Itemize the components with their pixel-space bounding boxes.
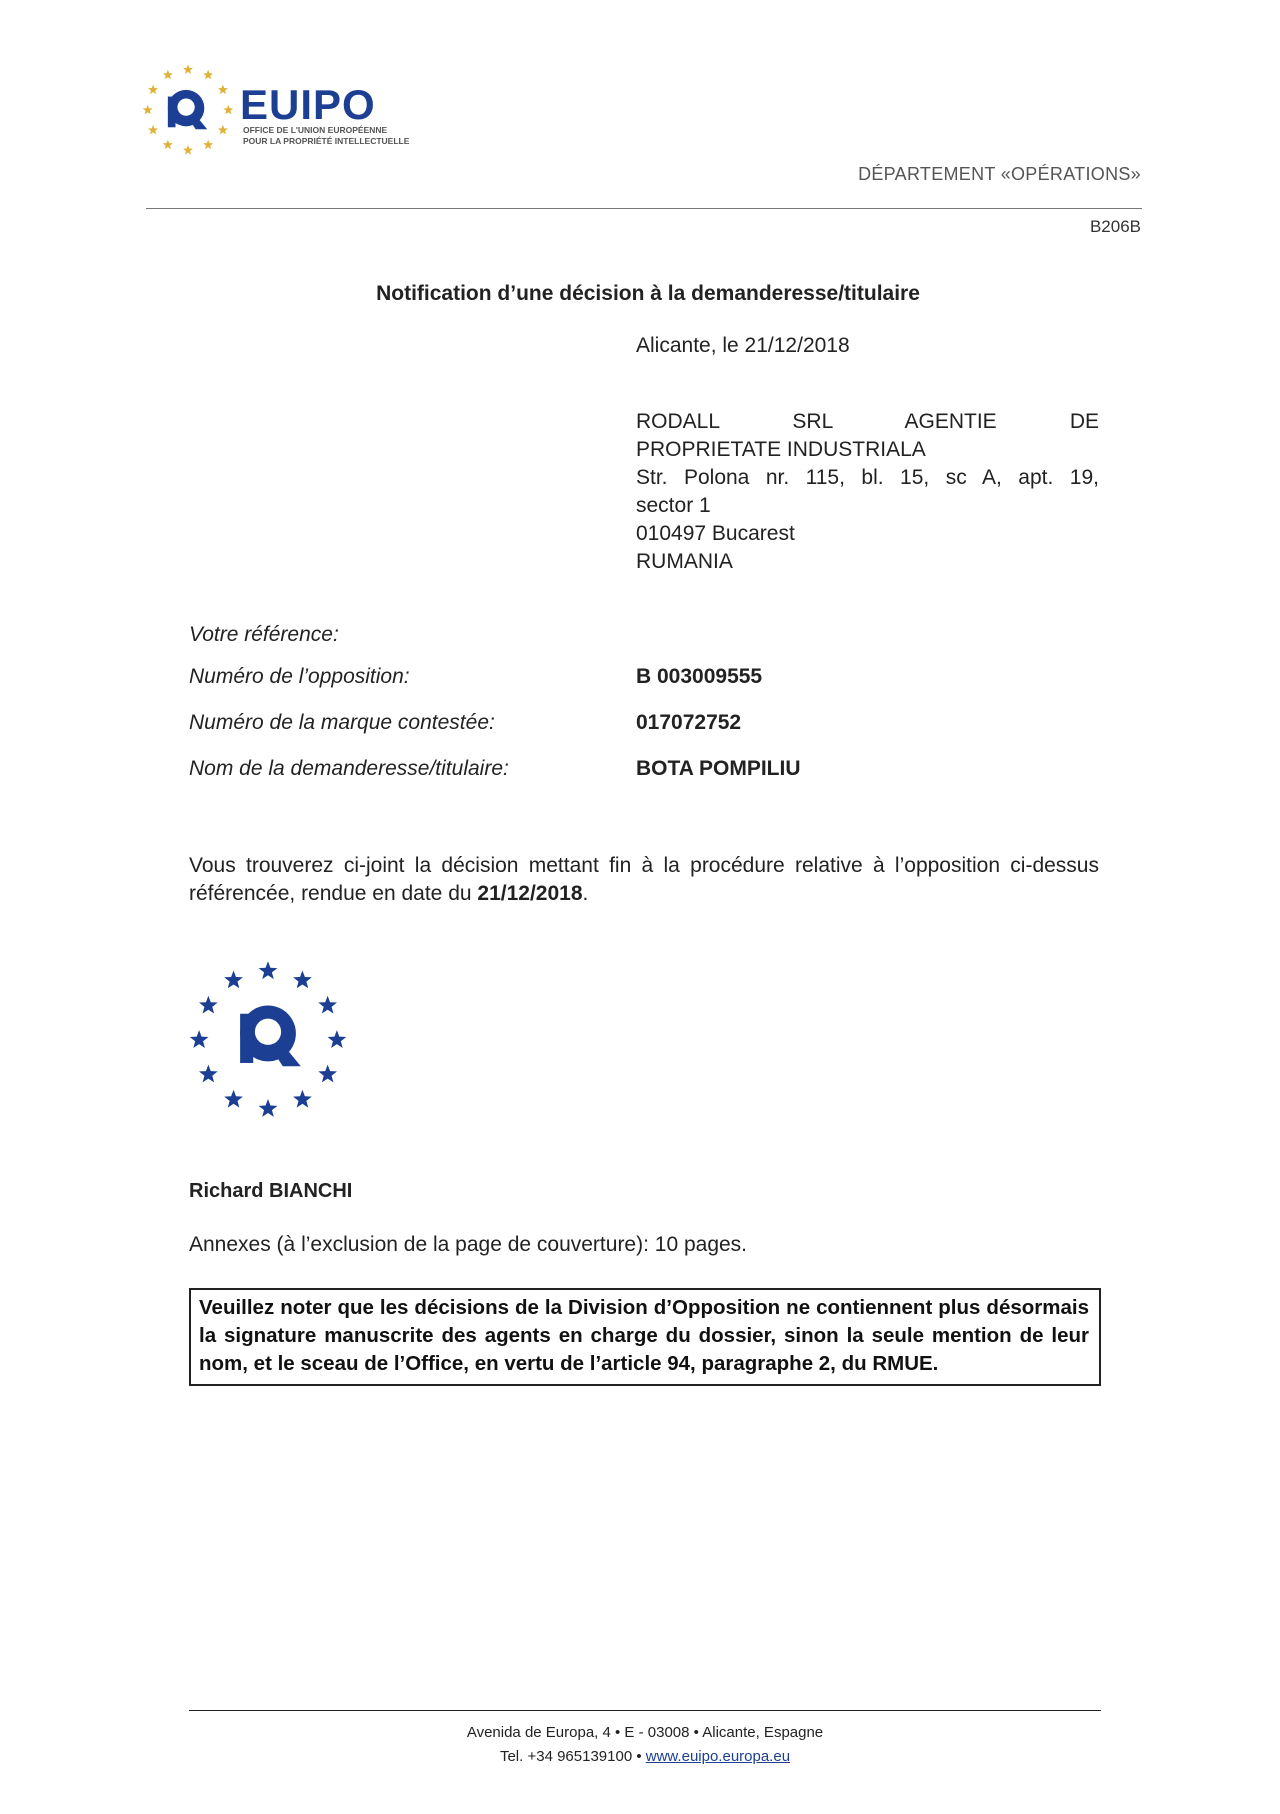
seal-star-icon	[199, 996, 218, 1014]
body-decision-date: 21/12/2018	[477, 882, 583, 905]
logo-subtitle-line-1: OFFICE DE L'UNION EUROPÉENNE	[243, 125, 388, 135]
seal-star-icon	[293, 1090, 312, 1108]
seal-star-icon	[224, 1090, 243, 1108]
seal-star-icon	[199, 1065, 218, 1083]
address-line: Str. Polona nr. 115, bl. 15, sc A, apt. 19,	[636, 466, 1099, 489]
signer-name: Richard BIANCHI	[189, 1180, 353, 1202]
emblem-star-icon	[223, 105, 233, 115]
reference-label-your-ref: Votre référence:	[189, 623, 339, 646]
department-label: DÉPARTEMENT «OPÉRATIONS»	[858, 164, 1141, 184]
emblem-star-icon	[143, 105, 153, 115]
r-letter-icon	[168, 90, 207, 129]
seal-star-icon	[190, 1030, 209, 1048]
emblem-star-icon	[218, 125, 228, 135]
address-line: RODALL SRL AGENTIE DE	[636, 410, 1099, 433]
logo-text-eu: EU	[240, 81, 301, 128]
seal-star-icon	[318, 996, 337, 1014]
document-code: B206B	[1089, 217, 1141, 236]
seal-star-icon	[224, 971, 243, 989]
euipo-logo-wordmark	[240, 81, 376, 128]
address-line: RUMANIA	[636, 550, 733, 573]
emblem-star-icon	[203, 70, 213, 80]
recipient-address	[636, 408, 1099, 576]
website-link[interactable]: www.euipo.europa.eu	[645, 1748, 791, 1765]
notice-box: Veuillez noter que les décisions de la Division d’Opposition ne contiennent plus désormais la signature manuscrite des agents en charge du dossier, sinon la seule mention de leur nom, et le sceau de l’Office, en vertu de l’article 94, paragraphe 2, du RMUE.	[189, 1288, 1101, 1386]
emblem-star-icon	[218, 85, 228, 95]
body-paragraph	[189, 852, 1099, 908]
euipo-logo-emblem	[140, 62, 236, 158]
emblem-star-icon	[163, 140, 173, 150]
emblem-star-icon	[148, 125, 158, 135]
logo-text-ipo: IPO	[300, 81, 376, 128]
footer-divider	[189, 1710, 1101, 1711]
footer-contact	[0, 1748, 1280, 1765]
seal-star-icon	[293, 971, 312, 989]
letter-date: Alicante, le 21/12/2018	[636, 334, 850, 357]
document-title: Notification d’une décision à la demanderesse/titulaire	[376, 282, 920, 305]
footer-address: Avenida de Europa, 4 • E - 03008 • Alicante, Espagne	[466, 1724, 824, 1741]
seal-star-icon	[318, 1065, 337, 1083]
footer-tel: Tel. +34 965139100 •	[499, 1748, 646, 1765]
emblem-star-icon	[183, 64, 193, 74]
reference-value-applicant: BOTA POMPILIU	[636, 757, 801, 780]
office-seal-icon	[186, 958, 350, 1122]
emblem-star-icon	[163, 70, 173, 80]
body-text-end: .	[582, 882, 589, 905]
seal-star-icon	[328, 1030, 347, 1048]
annexes-note: Annexes (à l’exclusion de la page de couverture): 10 pages.	[189, 1233, 748, 1256]
emblem-star-icon	[203, 140, 213, 150]
reference-label-applicant: Nom de la demanderesse/titulaire:	[189, 757, 509, 780]
logo-subtitle	[243, 125, 409, 147]
address-line: sector 1	[636, 494, 711, 517]
reference-value-trademark: 017072752	[636, 711, 742, 734]
reference-value-opposition: B 003009555	[636, 665, 763, 688]
body-text: Vous trouverez ci-joint la décision mettant fin à la procédure relative à l’opposition ci-dessus référencée, rendue en date du	[189, 854, 1099, 905]
reference-label-opposition: Numéro de l’opposition:	[189, 665, 410, 688]
emblem-star-icon	[148, 85, 158, 95]
seal-r-letter	[240, 1006, 301, 1067]
logo-subtitle-line-2: POUR LA PROPRIÉTÉ INTELLECTUELLE	[243, 136, 410, 146]
header-divider	[146, 208, 1142, 209]
reference-label-trademark: Numéro de la marque contestée:	[189, 711, 495, 734]
address-line: PROPRIETATE INDUSTRIALA	[636, 438, 926, 461]
seal-star-icon	[259, 961, 278, 979]
seal-star-icon	[259, 1099, 278, 1117]
address-line: 010497 Bucarest	[636, 522, 795, 545]
emblem-star-icon	[183, 145, 193, 155]
